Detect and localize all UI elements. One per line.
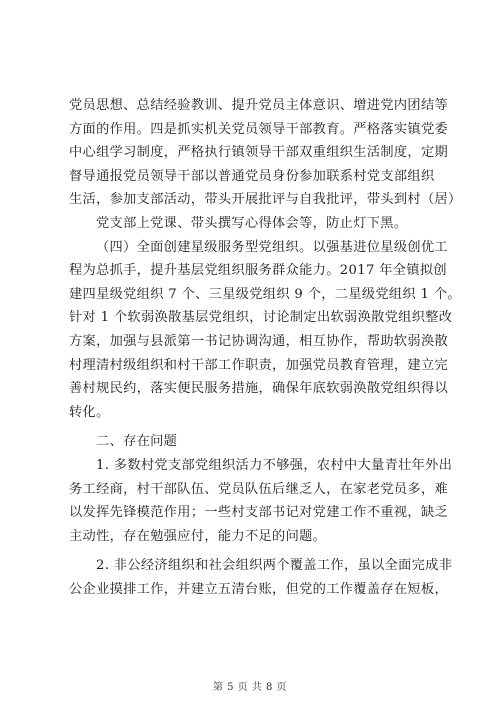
text-line: 针对 1 个软弱涣散基层党组织，讨论制定出软弱涣散党组织整改 — [69, 310, 453, 326]
text-line: 公企业摸排工作，并建立五清台账，但党的工作覆盖存在短板， — [69, 581, 449, 597]
text-line: 主动性，存在勉强应付，能力不足的问题。 — [69, 528, 327, 544]
document-body — [69, 94, 462, 601]
text-line: 务工经商，村干部队伍、党员队伍后继乏人，在家老党员多，难 — [69, 481, 449, 497]
text-line: 2. 非公经济组织和社会组织两个覆盖工作，虽以全面完成非 — [96, 558, 453, 574]
text-line: 以发挥先锋模范作用；一些村支部书记对党建工作不重视，缺乏 — [69, 505, 449, 521]
text-line: 党支部上党课、带头撰写心得体会等，防止灯下黑。 — [96, 215, 408, 231]
text-line: 村理清村级组织和村干部工作职责，加强党员教育管理，建立完 — [69, 357, 449, 373]
page-number: 第 5 页 共 8 页 — [212, 682, 288, 693]
text-line: 建四星级党组织 7 个、三星级党组织 9 个，二星级党组织 1 个。 — [69, 286, 461, 302]
text-line: 中心组学习制度，严格执行镇领导干部双重组织生活制度，定期 — [69, 145, 449, 161]
text-line: 善村规民约，落实便民服务措施，确保年底软弱涣散党组织得以 — [69, 381, 449, 397]
text-line: 1. 多数村党支部党组织活力不够强，农村中大量青壮年外出 — [96, 457, 453, 473]
text-line: 督导通报党员领导干部以普通党员身份参加联系村党支部组织 — [69, 168, 435, 184]
text-line: 方面的作用。四是抓实机关党员领导干部教育。严格落实镇党委 — [69, 121, 449, 137]
section-heading: 二、存在问题 — [96, 434, 178, 450]
text-line: 党员思想、总结经验教训、提升党员主体意识、增进党内团结等 — [69, 98, 449, 113]
section-heading: （四）全面创建星级服务型党组织。以强基进位星级创优工 — [96, 239, 448, 255]
text-line: 转化。 — [69, 404, 110, 420]
text-line: 方案，加强与县派第一书记协调沟通，相互协作，帮助软弱涣散 — [69, 333, 449, 349]
text-line: 程为总抓手，提升基层党组织服务群众能力。2017 年全镇拟创 — [69, 263, 447, 279]
text-line: 生活，参加支部活动，带头开展批评与自我批评，带头到村（居） — [69, 192, 462, 208]
